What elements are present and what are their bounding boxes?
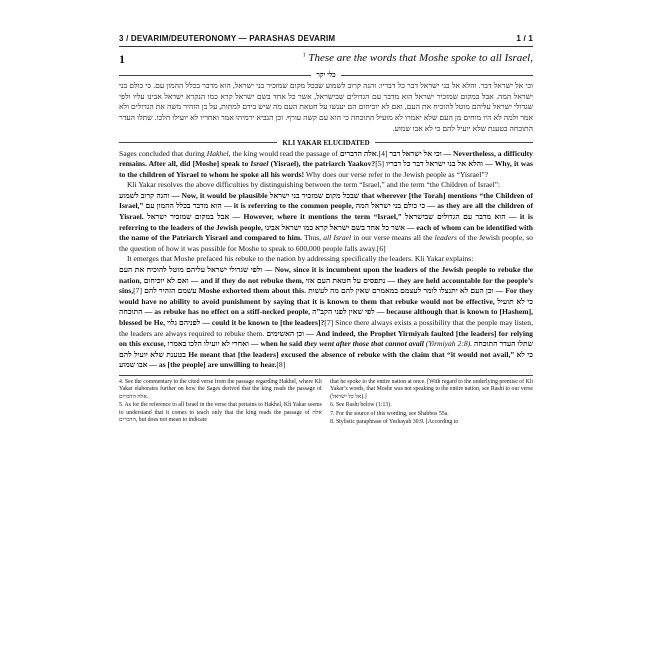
hebrew-phrase: אבל במקום שמזכיר ישראל (147, 212, 230, 222)
header-rule (119, 75, 311, 76)
text-run: — And indeed, the Prophet Yirmiyah faulted [the leaders] for relying on this excuse, (119, 328, 533, 349)
hebrew-phrase: אשר כל אחד בשם ישראל קרא כמו ישראל אבינו (264, 222, 405, 232)
hebrew-phrase: הוא מדבר בכלל ההמון עם (145, 201, 222, 211)
hebrew-phrase: ואם לא יוכיחום (143, 275, 189, 285)
text-run: (Yisrael), the patriarch Yaakov? (268, 159, 376, 169)
hebrew-phrase: כי לא אבו שמוע (119, 349, 534, 370)
text-run: — as [the people] are unwilling to hear. (147, 360, 277, 370)
hebrew-phrase: כי לא תועיל התוכחה (119, 296, 534, 317)
elucidation-paragraph (119, 254, 533, 265)
text-run: It emerges that Moshe prefaced his rebuke to the nation by addressing specifically the leaders. Kli Yakar explains: (127, 254, 474, 264)
text-run: — each of whom can be identified with the name of the Patriarch Yisrael and compared to him. (119, 222, 534, 243)
book-page (119, 34, 533, 634)
hebrew-phrase: נתפסים על חטאת העם (316, 275, 386, 285)
elucidation-paragraph (119, 149, 533, 181)
text-run: — Now, it would be plausible (169, 190, 270, 200)
text-run: [8] (276, 360, 286, 370)
text-run: — However, where it mentions the term “Israel,” (229, 212, 406, 222)
text-run: — it is referring to the common people, (221, 201, 356, 211)
verse-footnote-mark: 1 (302, 52, 306, 59)
footnotes-left-column (119, 379, 322, 427)
page-number: 1 / 1 (516, 34, 533, 43)
text-run: Kli Yakar resolves the above difficulties by distinguishing between the term “Israel,” and the term “the Children of Israel”: (127, 180, 501, 190)
text-run: Israel (250, 159, 269, 169)
hebrew-commentary: וכי אל ישראל דבר. והלא אל בני ישראל דבר כל דבריו: והנה קרוב לשמוע שבכל מקום שמזכיר בני ישראל, הוא מדבר בכלל ההמון עם. כי כולם בני ישראל המה. אבל במקום שמזכיר ישראל הוא מדבר עם הגדולים שבישראל, אשר כל אחד בשם ישראל קרא כמו הנקרא ישראל אבינו עליו ולפי שגדולי ישראל עליהם מוטל להוכיח את העם, ואם לא יוכיחום הם יענשו על חטאת העם מה שיש בידם למחות, על כן הזהיר משה את הגדולים ולא אמר ולמה לא היו מוחים מן העם שלא יאמרו לא מועיל התוכחה כי הוא עם קשה עורף. וכן הנביא ירמיהו אמר ואחריו לא יועילו הלכו. שתלו העדר התוכחה בטענת שלא יועיל להם כי לא אבו שמוע. (119, 81, 533, 133)
footnote-rule (119, 375, 533, 376)
footnote: 6. See Rashi below (1:13). (330, 402, 392, 409)
elucidation-paragraph (119, 191, 533, 255)
text-run: — as they are all the children of Yisrael. (119, 201, 533, 222)
hebrew-phrase: ואחרי לא יועילו הלכו (188, 339, 249, 349)
text-run: in our verse means all the (351, 233, 435, 243)
hebrew-phrase: והנה קרוב לשמוע (119, 190, 170, 200)
hebrew-phrase: ולפי שגדולי ישראל עליהם מוטל להוכיח את העם (119, 265, 263, 275)
hebrew-phrase: והלא אל בני ישראל דבר כל דבריו (386, 159, 483, 169)
verse-translation: These are the words that Moshe spoke to all Israel, (308, 52, 533, 64)
hebrew-phrase: וכי אל ישראל דבר (389, 148, 442, 158)
hebrew-phrase: כי כולם בני ישראל המה (355, 201, 426, 211)
text-run: Moshe exhorted them about this. (196, 286, 306, 296)
hebrew-phrase: שבכל מקום שמזכיר בני ישראל (269, 190, 360, 200)
text-run: — because although that is known to [Hashem], blessed be He, (119, 307, 533, 328)
text-run: [7] (133, 286, 145, 296)
verse (119, 52, 533, 67)
text-run: Why does our verse refer to the Jewish people as “Yisrael”? (304, 169, 489, 179)
footnotes (119, 379, 533, 427)
header-rule (341, 75, 533, 76)
text-run: leaders (434, 233, 457, 243)
text-run: — as rebuke has no effect on a stiff-necked people, (142, 307, 313, 317)
elucidated-title: KLI YAKAR ELUCIDATED (282, 138, 370, 147)
hebrew-phrase: שתלו העדר התוכחה בטענת שלא יועיל להם (119, 339, 533, 359)
text-run: (Yirmiyah 2:8). (423, 339, 475, 349)
elucidation-body (119, 149, 533, 371)
running-head-left: 3 / DEVARIM/DEUTERONOMY — PARASHAS DEVARIM (119, 34, 336, 43)
footnote: that he spoke to the entire nation at once. [With regard to the underlying premise of Kli Yakar’s words, that Moshe was not speaking to the entire nation, see Rashi to our verse (אל כל ישראל).] (330, 378, 533, 400)
text-run: that wherever [the Torah] mentions “the Children of Israel,” (119, 190, 533, 211)
elucidation-paragraph (119, 265, 533, 371)
text-run: of the Jewish people, so the question of how it was possible for Moshe to speak to 600,000 people falls away.[6] (119, 233, 533, 253)
text-run: [7] Since there always exists a possibility that the people may listen, the leaders are always required to rebuke them. (119, 318, 533, 338)
running-head (119, 34, 533, 47)
text-run: Thus, (301, 233, 324, 243)
text-run: .[4] (376, 148, 390, 158)
commentary-header (119, 71, 533, 79)
text-run: — when he said (248, 339, 305, 349)
hebrew-phrase: לפי שאין לפני הקב”ה (312, 307, 375, 317)
text-run: — Nevertheless, a difficulty remains. After all, did [Moshe] speak to (119, 148, 533, 169)
text-run: — Now, since it is incumbent upon the leaders of the Jewish people to rebuke the nation, (119, 265, 533, 285)
text-run: — they are held accountable for the people’s sins, (119, 275, 533, 296)
text-run: all Israel (323, 233, 352, 243)
hebrew-phrase: לפניהם גלוי (167, 318, 201, 328)
text-run: , the king would read the passage of (228, 148, 340, 158)
verse-number: 1 (119, 52, 125, 66)
elucidation-paragraph (119, 180, 533, 191)
text-run: — For they would have no ability to avoid punishment by saying that it is known to them that rebuke would not be effective, (119, 286, 533, 306)
hebrew-phrase: אלה הדברים (339, 148, 377, 158)
text-run: they went after those that cannot avail (304, 339, 424, 349)
footnotes-right-column (330, 379, 533, 427)
hebrew-phrase: וכן האשימים (266, 328, 305, 338)
commentary-title: כלי יקר (316, 71, 336, 79)
footnote: 4. See the commentary to the cited verse from the passage regarding Hakhel, where Kli Yakar elaborates further on how the Sages derived that the king reads the passage of אלה הדברים. (119, 378, 322, 400)
text-run: — Why, it was to the children of Yisrael to whom he spoke all his words! (119, 159, 533, 179)
header-rule (119, 142, 277, 143)
hebrew-phrase: הוא מדבר עם הגדולים שבישראל (405, 212, 506, 222)
text-run: Sages concluded that during (119, 148, 207, 158)
text-run: — it is referring to the leaders of the Jewish people, (119, 212, 533, 232)
verse-text (139, 52, 533, 64)
hebrew-phrase: עשמם הזהיר להם (144, 286, 197, 296)
hebrew-phrase: וכן העם לא יתנצלו לומר לעצמם במאמרם שאין להם מה לעשות (308, 286, 494, 296)
elucidated-header (119, 139, 533, 147)
text-run: He meant that [the leaders] excused the absence of rebuke with the claim that “it would not avail,” (185, 349, 517, 359)
text-run: [5] (375, 159, 387, 169)
text-run: Hakhel (206, 148, 229, 158)
footnote: 8. Stylistic paraphrase of Yeshayah 30:9. [According to (330, 419, 459, 426)
footnote: 5. As for the reference to all Israel in the verse that pertains to Hakhel, Kli Yakar seems to understand that it comes to teach only that the king reads the passage of אלה הדברים, but does not mean to indicate (119, 402, 322, 424)
text-run: — and if they do not rebuke them, (188, 275, 306, 285)
header-rule (375, 142, 533, 143)
hebrew-phrase: באמרו (167, 339, 187, 349)
hebrew-phrase: אזי (305, 275, 315, 285)
footnote: 7. For the source of this wording, see Shabbos 55a. (330, 410, 449, 417)
text-run: — could it be known to [the leaders]? (200, 318, 325, 328)
